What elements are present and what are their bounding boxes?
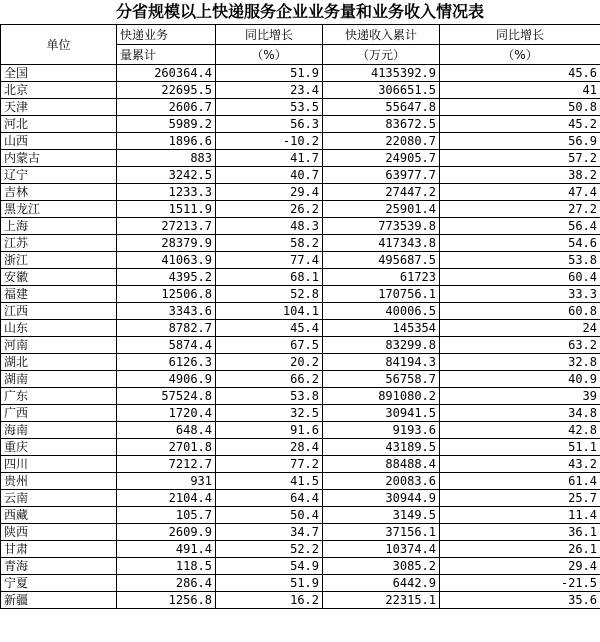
cell-revenue-growth: 11.4 xyxy=(440,507,600,524)
cell-volume: 1511.9 xyxy=(117,201,216,218)
cell-region: 安徽 xyxy=(1,269,117,286)
cell-region: 重庆 xyxy=(1,439,117,456)
table-row xyxy=(1,592,600,609)
cell-volume: 2104.4 xyxy=(117,490,216,507)
cell-region: 西藏 xyxy=(1,507,117,524)
cell-revenue-growth: 54.6 xyxy=(440,235,600,252)
header-volume-line2: 量累计 xyxy=(117,45,216,65)
cell-volume-growth: 53.5 xyxy=(216,99,323,116)
table-header xyxy=(1,25,600,65)
cell-volume-growth: 52.2 xyxy=(216,541,323,558)
cell-region: 甘肃 xyxy=(1,541,117,558)
cell-volume-growth: -10.2 xyxy=(216,133,323,150)
header-revenue-growth-line2: （%） xyxy=(440,45,600,65)
table-title: 分省规模以上快递服务企业业务量和业务收入情况表 xyxy=(115,2,484,21)
table-row xyxy=(1,490,600,507)
cell-revenue-growth: 36.1 xyxy=(440,524,600,541)
cell-revenue-growth: 60.4 xyxy=(440,269,600,286)
table-row xyxy=(1,303,600,320)
cell-revenue-growth: 34.8 xyxy=(440,405,600,422)
cell-volume: 6126.3 xyxy=(117,354,216,371)
cell-revenue: 30941.5 xyxy=(323,405,440,422)
cell-volume-growth: 52.8 xyxy=(216,286,323,303)
cell-revenue: 27447.2 xyxy=(323,184,440,201)
cell-revenue: 40006.5 xyxy=(323,303,440,320)
cell-revenue-growth: 57.2 xyxy=(440,150,600,167)
cell-revenue: 6442.9 xyxy=(323,575,440,592)
cell-region: 福建 xyxy=(1,286,117,303)
cell-revenue: 22080.7 xyxy=(323,133,440,150)
cell-volume: 1896.6 xyxy=(117,133,216,150)
cell-revenue: 63977.7 xyxy=(323,167,440,184)
cell-volume-growth: 40.7 xyxy=(216,167,323,184)
cell-revenue-growth: 41 xyxy=(440,82,600,99)
cell-volume-growth: 91.6 xyxy=(216,422,323,439)
header-region: 单位 xyxy=(1,25,117,65)
cell-revenue-growth: 26.1 xyxy=(440,541,600,558)
cell-region: 上海 xyxy=(1,218,117,235)
cell-revenue-growth: 35.6 xyxy=(440,592,600,609)
cell-revenue-growth: 39 xyxy=(440,388,600,405)
cell-revenue-growth: 60.8 xyxy=(440,303,600,320)
table-row xyxy=(1,507,600,524)
cell-region: 山东 xyxy=(1,320,117,337)
cell-volume: 5989.2 xyxy=(117,116,216,133)
cell-revenue: 417343.8 xyxy=(323,235,440,252)
cell-volume: 7212.7 xyxy=(117,456,216,473)
header-revenue-line1: 快递收入累计 xyxy=(323,25,440,45)
cell-revenue-growth: 40.9 xyxy=(440,371,600,388)
cell-volume-growth: 34.7 xyxy=(216,524,323,541)
cell-revenue-growth: 56.4 xyxy=(440,218,600,235)
cell-volume: 4906.9 xyxy=(117,371,216,388)
cell-revenue: 43189.5 xyxy=(323,439,440,456)
cell-revenue-growth: 43.2 xyxy=(440,456,600,473)
cell-revenue-growth: 56.9 xyxy=(440,133,600,150)
cell-revenue: 10374.4 xyxy=(323,541,440,558)
cell-volume-growth: 56.3 xyxy=(216,116,323,133)
cell-volume: 286.4 xyxy=(117,575,216,592)
cell-volume-growth: 53.8 xyxy=(216,388,323,405)
cell-revenue: 30944.9 xyxy=(323,490,440,507)
table-row xyxy=(1,218,600,235)
cell-volume: 1720.4 xyxy=(117,405,216,422)
cell-revenue: 20083.6 xyxy=(323,473,440,490)
cell-revenue: 88488.4 xyxy=(323,456,440,473)
cell-revenue: 55647.8 xyxy=(323,99,440,116)
cell-volume: 118.5 xyxy=(117,558,216,575)
cell-volume-growth: 26.2 xyxy=(216,201,323,218)
header-volume-growth-line2: （%） xyxy=(216,45,323,65)
table-row xyxy=(1,320,600,337)
cell-revenue-growth: 32.8 xyxy=(440,354,600,371)
cell-region: 山西 xyxy=(1,133,117,150)
table-row xyxy=(1,235,600,252)
cell-volume-growth: 67.5 xyxy=(216,337,323,354)
cell-region: 贵州 xyxy=(1,473,117,490)
cell-revenue: 891080.2 xyxy=(323,388,440,405)
cell-revenue-growth: 38.2 xyxy=(440,167,600,184)
cell-region: 河南 xyxy=(1,337,117,354)
table-row xyxy=(1,252,600,269)
cell-revenue-growth: 61.4 xyxy=(440,473,600,490)
table-row xyxy=(1,150,600,167)
header-volume-line1: 快递业务 xyxy=(117,25,216,45)
table-row xyxy=(1,116,600,133)
cell-region: 浙江 xyxy=(1,252,117,269)
cell-volume: 931 xyxy=(117,473,216,490)
cell-volume-growth: 41.7 xyxy=(216,150,323,167)
cell-volume: 105.7 xyxy=(117,507,216,524)
cell-volume: 57524.8 xyxy=(117,388,216,405)
cell-volume-growth: 68.1 xyxy=(216,269,323,286)
header-volume-growth-line1: 同比增长 xyxy=(216,25,323,45)
cell-volume-growth: 66.2 xyxy=(216,371,323,388)
cell-revenue: 56758.7 xyxy=(323,371,440,388)
cell-region: 广东 xyxy=(1,388,117,405)
cell-revenue: 4135392.9 xyxy=(323,65,440,82)
cell-volume: 1256.8 xyxy=(117,592,216,609)
cell-revenue: 24905.7 xyxy=(323,150,440,167)
cell-region: 江苏 xyxy=(1,235,117,252)
cell-revenue-growth: 47.4 xyxy=(440,184,600,201)
cell-volume: 22695.5 xyxy=(117,82,216,99)
cell-volume: 648.4 xyxy=(117,422,216,439)
cell-revenue: 3149.5 xyxy=(323,507,440,524)
cell-volume-growth: 32.5 xyxy=(216,405,323,422)
cell-region: 陕西 xyxy=(1,524,117,541)
cell-revenue: 773539.8 xyxy=(323,218,440,235)
cell-region: 内蒙古 xyxy=(1,150,117,167)
cell-revenue: 83299.8 xyxy=(323,337,440,354)
table-row xyxy=(1,439,600,456)
cell-volume: 491.4 xyxy=(117,541,216,558)
table-row xyxy=(1,337,600,354)
cell-revenue-growth: -21.5 xyxy=(440,575,600,592)
cell-region: 宁夏 xyxy=(1,575,117,592)
cell-volume: 28379.9 xyxy=(117,235,216,252)
cell-volume: 2609.9 xyxy=(117,524,216,541)
cell-volume-growth: 48.3 xyxy=(216,218,323,235)
table-row xyxy=(1,286,600,303)
data-table xyxy=(0,24,600,609)
cell-revenue-growth: 25.7 xyxy=(440,490,600,507)
cell-region: 全国 xyxy=(1,65,117,82)
cell-revenue-growth: 63.2 xyxy=(440,337,600,354)
cell-volume-growth: 51.9 xyxy=(216,575,323,592)
cell-volume-growth: 50.4 xyxy=(216,507,323,524)
cell-volume: 12506.8 xyxy=(117,286,216,303)
cell-volume-growth: 64.4 xyxy=(216,490,323,507)
table-row xyxy=(1,269,600,286)
table-row xyxy=(1,201,600,218)
header-row-1 xyxy=(1,25,600,45)
cell-volume-growth: 29.4 xyxy=(216,184,323,201)
cell-volume-growth: 77.2 xyxy=(216,456,323,473)
cell-region: 湖北 xyxy=(1,354,117,371)
cell-revenue: 22315.1 xyxy=(323,592,440,609)
cell-volume: 260364.4 xyxy=(117,65,216,82)
table-row xyxy=(1,133,600,150)
cell-volume: 8782.7 xyxy=(117,320,216,337)
table-row xyxy=(1,541,600,558)
cell-region: 江西 xyxy=(1,303,117,320)
header-revenue-line2: （万元） xyxy=(323,45,440,65)
cell-volume: 2606.7 xyxy=(117,99,216,116)
cell-region: 广西 xyxy=(1,405,117,422)
cell-volume-growth: 16.2 xyxy=(216,592,323,609)
table-row xyxy=(1,575,600,592)
cell-volume-growth: 45.4 xyxy=(216,320,323,337)
cell-revenue: 3085.2 xyxy=(323,558,440,575)
cell-volume: 4395.2 xyxy=(117,269,216,286)
cell-revenue-growth: 51.1 xyxy=(440,439,600,456)
cell-revenue: 9193.6 xyxy=(323,422,440,439)
cell-revenue: 495687.5 xyxy=(323,252,440,269)
cell-revenue-growth: 24 xyxy=(440,320,600,337)
cell-region: 黑龙江 xyxy=(1,201,117,218)
cell-revenue-growth: 53.8 xyxy=(440,252,600,269)
table-row xyxy=(1,405,600,422)
cell-revenue: 170756.1 xyxy=(323,286,440,303)
cell-volume: 27213.7 xyxy=(117,218,216,235)
header-revenue-growth-line1: 同比增长 xyxy=(440,25,600,45)
table-row xyxy=(1,184,600,201)
table-row xyxy=(1,82,600,99)
cell-region: 云南 xyxy=(1,490,117,507)
table-row xyxy=(1,65,600,82)
cell-revenue-growth: 33.3 xyxy=(440,286,600,303)
cell-region: 四川 xyxy=(1,456,117,473)
cell-revenue-growth: 27.2 xyxy=(440,201,600,218)
table-row xyxy=(1,371,600,388)
cell-region: 湖南 xyxy=(1,371,117,388)
table-row xyxy=(1,388,600,405)
cell-volume-growth: 54.9 xyxy=(216,558,323,575)
table-body xyxy=(1,65,600,609)
cell-volume: 1233.3 xyxy=(117,184,216,201)
cell-region: 辽宁 xyxy=(1,167,117,184)
cell-volume: 5874.4 xyxy=(117,337,216,354)
cell-revenue: 84194.3 xyxy=(323,354,440,371)
cell-region: 新疆 xyxy=(1,592,117,609)
cell-revenue: 25901.4 xyxy=(323,201,440,218)
cell-region: 青海 xyxy=(1,558,117,575)
cell-region: 海南 xyxy=(1,422,117,439)
table-row xyxy=(1,167,600,184)
cell-revenue-growth: 45.6 xyxy=(440,65,600,82)
cell-revenue: 37156.1 xyxy=(323,524,440,541)
cell-volume-growth: 51.9 xyxy=(216,65,323,82)
table-row xyxy=(1,524,600,541)
cell-volume: 883 xyxy=(117,150,216,167)
cell-revenue: 61723 xyxy=(323,269,440,286)
cell-volume: 3242.5 xyxy=(117,167,216,184)
cell-revenue: 145354 xyxy=(323,320,440,337)
cell-region: 天津 xyxy=(1,99,117,116)
cell-region: 北京 xyxy=(1,82,117,99)
table-row xyxy=(1,422,600,439)
table-row xyxy=(1,456,600,473)
cell-volume: 41063.9 xyxy=(117,252,216,269)
cell-region: 河北 xyxy=(1,116,117,133)
cell-revenue-growth: 42.8 xyxy=(440,422,600,439)
cell-volume-growth: 41.5 xyxy=(216,473,323,490)
cell-revenue: 83672.5 xyxy=(323,116,440,133)
cell-volume-growth: 104.1 xyxy=(216,303,323,320)
cell-volume: 2701.8 xyxy=(117,439,216,456)
cell-volume-growth: 23.4 xyxy=(216,82,323,99)
cell-revenue-growth: 50.8 xyxy=(440,99,600,116)
table-row xyxy=(1,99,600,116)
table-row xyxy=(1,558,600,575)
cell-volume-growth: 77.4 xyxy=(216,252,323,269)
table-row xyxy=(1,354,600,371)
cell-revenue-growth: 29.4 xyxy=(440,558,600,575)
cell-volume-growth: 28.4 xyxy=(216,439,323,456)
cell-volume: 3343.6 xyxy=(117,303,216,320)
cell-region: 吉林 xyxy=(1,184,117,201)
cell-revenue-growth: 45.2 xyxy=(440,116,600,133)
cell-volume-growth: 58.2 xyxy=(216,235,323,252)
table-row xyxy=(1,473,600,490)
cell-revenue: 306651.5 xyxy=(323,82,440,99)
cell-volume-growth: 20.2 xyxy=(216,354,323,371)
